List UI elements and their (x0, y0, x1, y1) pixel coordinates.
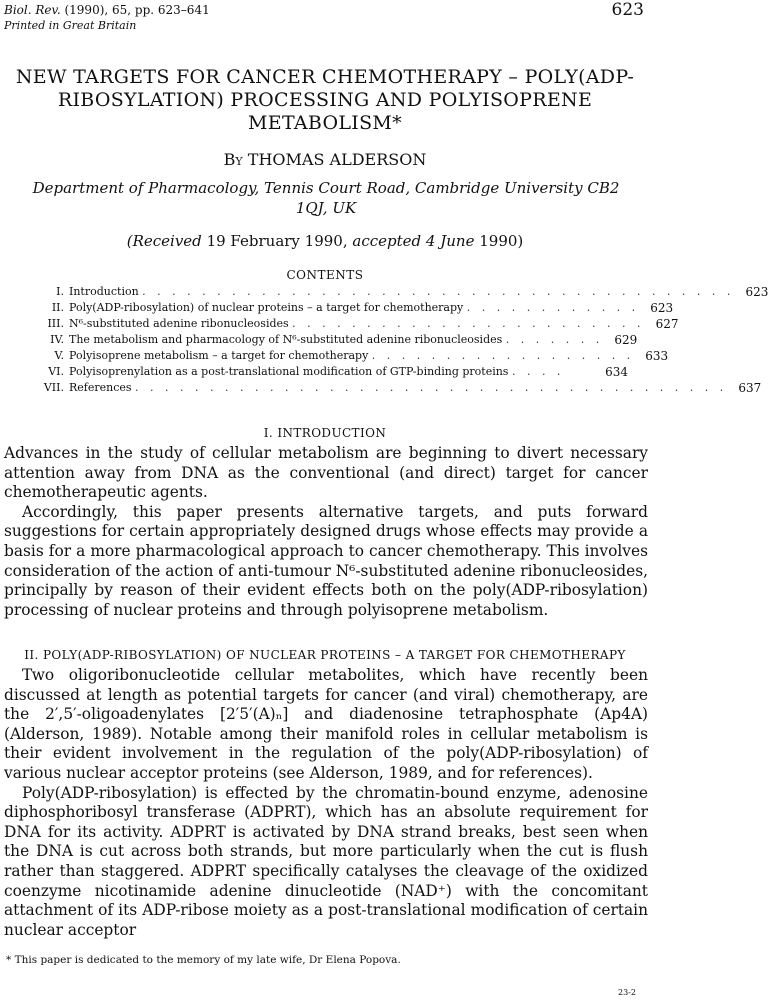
accepted-date: 4 June (425, 232, 475, 250)
toc-page: 627 (655, 317, 679, 331)
toc-title: N⁶-substituted adenine ribonucleosides (69, 317, 289, 330)
toc-page: 623 (650, 301, 674, 315)
toc-title: References (69, 381, 132, 394)
journal-citation: (1990), 65, pp. 623–641 (64, 3, 210, 17)
toc-number: VII. (43, 381, 64, 394)
paragraph: Poly(ADP-ribosylation) is effected by the chromatin-bound enzyme, adenosine diphosphoribosyl transferase (ADPRT), which has an absolute requirement for DNA for its activity. ADPRT is activated by DNA strand breaks, best seen when the DNA is cut across both strands, but more particularly when the cut is flush rather than staggered. ADPRT specifically catalyses the cleavage of the oxidized coenzyme nicotinamide adenine dinucleotide (NAD⁺) with the concomitant attachment of its ADP-ribose moiety as a post-translational modification of certain nuclear acceptor (4, 783, 648, 939)
contents-heading: CONTENTS (286, 268, 364, 282)
toc-row: I. Introduction . . . . . . . . . . . . . . . . . . . . . . . . . . . . . . . . . . . . . . . . 623 (8, 284, 628, 300)
toc-page: 633 (645, 349, 669, 363)
toc-title: Polyisoprenylation as a post-translational modification of GTP-binding proteins (69, 365, 509, 378)
toc-title: Polyisoprene metabolism – a target for chemotherapy (69, 349, 369, 362)
toc-number: I. (56, 285, 64, 298)
toc-row: V. Polyisoprene metabolism – a target for chemotherapy . . . . . . . . . . . . . . . . . . 633 (8, 348, 628, 364)
received-label: (Received (126, 232, 202, 250)
paragraph: Two oligoribonucleotide cellular metabolites, which have recently been discussed at length as potential targets for cancer (and viral) chemotherapy, are the 2′,5′-oligoadenylates [2′5′(A)ₙ] and diadenosine tetraphosphate (Ap4A) (Alderson, 1989). Notable among their manifold roles in cellular metabolism is their evident involvement in the regulation of the poly(ADP-ribosylation) of various nuclear acceptor proteins (see Alderson, 1989, and for references). (4, 666, 648, 782)
toc-page: 637 (738, 381, 762, 395)
received-dates (0, 232, 650, 250)
journal-name: Biol. Rev. (4, 3, 61, 17)
toc-number: VI. (48, 365, 64, 378)
byline (0, 150, 650, 169)
toc-number: IV. (50, 333, 64, 346)
toc-title: The metabolism and pharmacology of N⁶-substituted adenine ribonucleosides (69, 333, 503, 346)
toc-page: 629 (614, 333, 638, 347)
toc-title: Poly(ADP-ribosylation) of nuclear proteins – a target for chemotherapy (69, 301, 464, 314)
toc-title: Introduction (69, 285, 139, 298)
paragraph: Accordingly, this paper presents alternative targets, and puts forward suggestions for certain appropriately designed drugs whose effects may provide a basis for a more pharmacological approach to cancer chemotherapy. This involves consideration of the action of anti-tumour N⁶-substituted adenine ribonucleosides, principally by reason of their evident effects both on the poly(ADP-ribosylation) processing of nuclear proteins and through polyisoprene metabolism. (4, 502, 648, 619)
section-heading-poly-adp: II. POLY(ADP-RIBOSYLATION) OF NUCLEAR PROTEINS – A TARGET FOR CHEMOTHERAPY (24, 648, 626, 662)
accepted-label: accepted (352, 232, 422, 250)
received-date: 19 February 1990, (206, 232, 348, 250)
accepted-year: 1990) (479, 232, 524, 250)
toc-number: II. (51, 301, 64, 314)
toc-row: II. Poly(ADP-ribosylation) of nuclear proteins – a target for chemotherapy . . . . . . . . . . . . 623 (8, 300, 628, 316)
toc-row: III. N⁶-substituted adenine ribonucleosides . . . . . . . . . . . . . . . . . . . . . . . . 627 (8, 316, 628, 332)
toc-number: V. (54, 349, 64, 362)
page-number: 623 (611, 0, 644, 20)
article-title: NEW TARGETS FOR CANCER CHEMOTHERAPY – POLY(ADP-RIBOSYLATION) PROCESSING AND POLYISOPRENE METABOLISM* (15, 66, 635, 134)
toc-row: VII. References . . . . . . . . . . . . . . . . . . . . . . . . . . . . . . . . . . . . . . . . 637 (8, 380, 628, 396)
introduction-body (4, 444, 648, 620)
running-head (4, 2, 644, 34)
author-name: THOMAS ALDERSON (247, 150, 427, 169)
section-two-body (4, 666, 648, 940)
affiliation: Department of Pharmacology, Tennis Court Road, Cambridge University CB2 1QJ, UK (32, 179, 620, 217)
signature-mark: 23-2 (618, 988, 636, 997)
table-of-contents (8, 284, 768, 396)
paragraph: Advances in the study of cellular metabolism are beginning to divert necessary attention away from DNA as the conventional (and direct) target for cancer chemotherapeutic agents. (4, 444, 648, 502)
toc-page: 623 (745, 285, 768, 299)
toc-row: IV. The metabolism and pharmacology of N⁶-substituted adenine ribonucleosides . . . . . . . 629 (8, 332, 628, 348)
section-heading-introduction: I. INTRODUCTION (263, 426, 387, 440)
toc-page: 634 (605, 365, 628, 379)
toc-number: III. (47, 317, 64, 330)
footnote: * This paper is dedicated to the memory of my late wife, Dr Elena Popova. (6, 954, 401, 966)
printed-note: Printed in Great Britain (4, 19, 137, 32)
toc-row: VI. Polyisoprenylation as a post-translational modification of GTP-binding proteins . . . . 634 (8, 364, 628, 380)
byline-by: By (223, 150, 243, 169)
